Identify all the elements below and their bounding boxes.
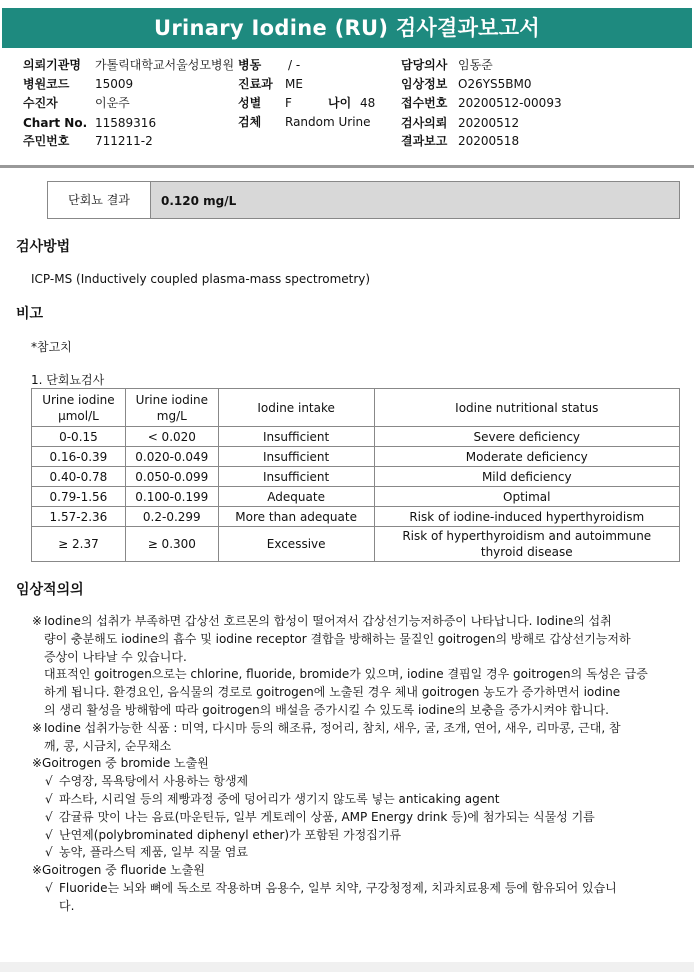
table-cell: More than adequate	[218, 507, 374, 527]
header-divider	[0, 165, 694, 168]
list-item	[16, 827, 676, 845]
table-cell: 1.57-2.36	[32, 507, 126, 527]
text-line: 량이 충분해도 iodine의 흡수 및 iodine receptor 결합을 방해하는 물질인 goitrogen의 방해로 갑상선기능저하	[44, 631, 631, 646]
method-heading: 검사방법	[16, 239, 71, 255]
reference-table	[31, 388, 680, 562]
table-row	[32, 467, 680, 487]
sex-value: F	[285, 96, 292, 110]
table-cell: Excessive	[218, 527, 374, 562]
check-mark: √	[45, 809, 53, 824]
table-cell: Insufficient	[218, 427, 374, 447]
requester-label: 의뢰기관명	[23, 58, 81, 72]
table-cell: Adequate	[218, 487, 374, 507]
table-cell: 0.40-0.78	[32, 467, 126, 487]
clinical-paragraph-3	[16, 720, 676, 756]
resident-no-value: 711211-2	[95, 134, 153, 148]
check-mark: √	[45, 774, 53, 789]
bromide-heading: ※Goitrogen 중 bromide 노출원	[32, 756, 209, 771]
table-cell: 0.020-0.049	[125, 447, 218, 467]
list-item-text: 농약, 플라스틱 제품, 일부 직물 염료	[59, 845, 248, 860]
col-header-mgl-text: Urine iodine mg/L	[135, 392, 209, 423]
table-cell: ≥ 0.300	[125, 527, 218, 562]
hospital-code-value: 15009	[95, 77, 134, 91]
chart-no-value: 11589316	[95, 116, 157, 130]
text-line: 증상이 나타날 수 있습니다.	[44, 649, 187, 664]
table-cell: Risk of iodine-induced hyperthyroidism	[374, 507, 679, 527]
list-item	[16, 791, 676, 809]
table-cell: 0.79-1.56	[32, 487, 126, 507]
report-date-value: 20200518	[458, 134, 520, 148]
list-item-text: 감귤류 맛이 나는 음료(마운틴듀, 일부 게토레이 상품, AMP Energy drink 등)에 첨가되는 식물성 기름	[59, 809, 595, 824]
specimen-label: 검체	[238, 115, 262, 129]
clinical-significance	[16, 613, 676, 916]
dept-label: 진료과	[238, 77, 273, 91]
doctor-label: 담당의사	[401, 58, 448, 72]
table-row	[32, 487, 680, 507]
sex-label: 성별	[238, 96, 262, 110]
table-cell	[374, 527, 679, 562]
table-cell: 0.100-0.199	[125, 487, 218, 507]
table-title: 1. 단회뇨검사	[31, 373, 105, 387]
doctor-value: 임동준	[458, 58, 493, 72]
clinical-info-label: 임상정보	[401, 77, 448, 91]
ward-value: / -	[288, 58, 301, 72]
age-label: 나이	[328, 96, 352, 110]
table-cell: 0.2-0.299	[125, 507, 218, 527]
text-line: 대표적인 goitrogen으로는 chlorine, fluoride, bromide가 있으며, iodine 결핍일 경우 goitrogen의 독성은 급증	[44, 667, 648, 682]
report-date-label: 결과보고	[401, 134, 448, 148]
requester-value: 가톨릭대학교서울성모병원	[95, 58, 235, 72]
col-header-umol	[32, 389, 126, 427]
text-line: Iodine 섭취가능한 식품 : 미역, 다시마 등의 해조류, 정어리, 참치, 새우, 굴, 조개, 연어, 새우, 리마콩, 근대, 참	[44, 720, 621, 735]
list-item	[16, 844, 676, 862]
check-mark: √	[45, 827, 53, 842]
ref-mark: ※	[32, 720, 43, 735]
clinical-heading: 임상적의의	[16, 582, 84, 598]
table-cell: < 0.020	[125, 427, 218, 447]
clinical-paragraph-1	[16, 613, 676, 666]
table-cell: 0-0.15	[32, 427, 126, 447]
fluoride-heading: ※Goitrogen 중 fluoride 노출원	[32, 863, 205, 878]
specimen-value: Random Urine	[285, 115, 371, 129]
ward-label: 병동	[238, 58, 262, 72]
text-line: 의 생리 활성을 방해함에 따라 goitrogen의 배설을 증가시킬 수 있도록 iodine의 보충을 증가시켜야 합니다.	[44, 702, 609, 717]
table-cell: Optimal	[374, 487, 679, 507]
check-mark: √	[45, 791, 53, 806]
chart-no-label: Chart No.	[23, 116, 88, 130]
table-cell: Mild deficiency	[374, 467, 679, 487]
col-header-status: Iodine nutritional status	[374, 389, 679, 427]
col-header-intake: Iodine intake	[218, 389, 374, 427]
list-item-text: 난연제(polybrominated diphenyl ether)가 포함된 가정집기류	[59, 827, 402, 842]
table-header-row	[32, 389, 680, 427]
accession-label: 접수번호	[401, 96, 448, 110]
table-row	[32, 507, 680, 527]
dept-value: ME	[285, 77, 303, 91]
patient-label: 수진자	[23, 96, 58, 110]
result-label: 단회뇨 결과	[48, 182, 151, 218]
resident-no-label: 주민번호	[23, 134, 70, 148]
text-line: 깨, 콩, 시금치, 순무채소	[44, 738, 172, 753]
result-box	[47, 181, 680, 219]
result-value: 0.120 mg/L	[161, 194, 237, 208]
patient-value: 이운주	[95, 96, 130, 110]
list-item	[16, 880, 676, 898]
table-cell: Severe deficiency	[374, 427, 679, 447]
list-item-text: Fluoride는 뇌와 뼈에 독소로 작용하며 음용수, 일부 치약, 구강청정제, 치과치료용제 등에 함유되어 있습니	[59, 880, 617, 895]
table-cell: 0.050-0.099	[125, 467, 218, 487]
list-item	[16, 809, 676, 827]
table-cell: Insufficient	[218, 467, 374, 487]
text-line: Iodine의 섭취가 부족하면 갑상선 호르몬의 합성이 떨어져서 갑상선기능저하증이 나타납니다. Iodine의 섭취	[44, 614, 612, 628]
table-cell-text: Risk of hyperthyroidism and autoimmune thyroid disease	[402, 529, 652, 559]
table-row	[32, 527, 680, 562]
remarks-heading: 비고	[16, 306, 44, 322]
clinical-paragraph-2	[16, 666, 676, 719]
col-header-umol-text: Urine iodine μmol/L	[42, 392, 115, 423]
list-item-text: 파스타, 시리얼 등의 제빵과정 중에 덩어리가 생기지 않도록 넣는 anticaking agent	[59, 791, 500, 806]
reference-note: *참고치	[31, 340, 72, 354]
age-value: 48	[360, 96, 376, 110]
check-mark: √	[45, 880, 53, 895]
table-row	[32, 447, 680, 467]
hospital-code-label: 병원코드	[23, 77, 70, 91]
table-row	[32, 427, 680, 447]
col-header-mgl	[125, 389, 218, 427]
report-title: Urinary Iodine (RU) 검사결과보고서	[2, 8, 692, 48]
text-line: 하게 됩니다. 환경요인, 음식물의 경로로 goitrogen에 노출된 경우 체내 goitrogen 농도가 증가하면서 iodine	[44, 685, 621, 700]
clinical-info-value: O26YS5BM0	[458, 77, 532, 91]
table-cell: Moderate deficiency	[374, 447, 679, 467]
request-date-value: 20200512	[458, 116, 520, 130]
request-date-label: 검사의뢰	[401, 116, 448, 130]
ref-mark: ※	[32, 614, 43, 628]
table-cell: Insufficient	[218, 447, 374, 467]
method-text: ICP-MS (Inductively coupled plasma-mass spectrometry)	[31, 272, 371, 286]
list-item-text: 수영장, 목욕탕에서 사용하는 항생제	[59, 774, 249, 789]
list-item-continuation: 다.	[59, 898, 75, 913]
table-cell: 0.16-0.39	[32, 447, 126, 467]
table-cell: ≥ 2.37	[32, 527, 126, 562]
list-item	[16, 773, 676, 791]
check-mark: √	[45, 845, 53, 860]
accession-value: 20200512-00093	[458, 96, 562, 110]
